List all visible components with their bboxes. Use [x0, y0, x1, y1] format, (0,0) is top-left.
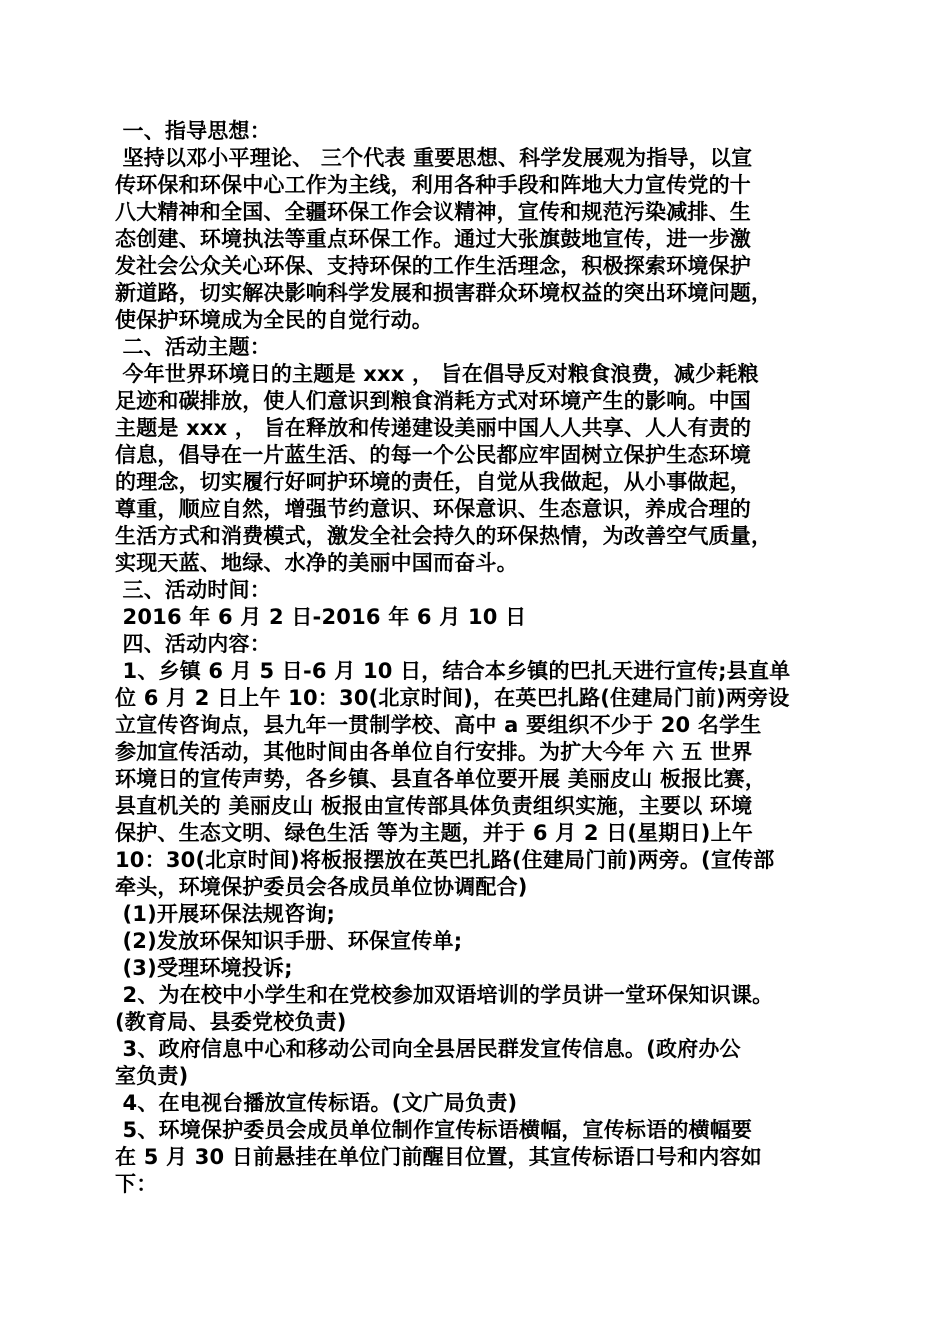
- paragraph-line: 实现天蓝、地绿、水净的美丽中国而奋斗。: [115, 551, 518, 575]
- paragraph-line: 八大精神和全国、全疆环保工作会议精神，宣传和规范污染减排、生: [115, 200, 751, 224]
- paragraph-line: 4、在电视台播放宣传标语。(文广局负责): [115, 1091, 518, 1115]
- paragraph-line: 使保护环境成为全民的自觉行动。: [115, 308, 433, 332]
- paragraph-line: 2、为在校中小学生和在党校参加双语培训的学员讲一堂环保知识课。: [115, 983, 774, 1007]
- paragraph-line: 传环保和环保中心工作为主线，利用各种手段和阵地大力宣传党的十: [115, 173, 751, 197]
- list-item: (2)发放环保知识手册、环保宣传单;: [115, 929, 463, 953]
- paragraph-line: 环境日的宣传声势，各乡镇、县直各单位要开展 美丽皮山 板报比赛，: [115, 767, 767, 791]
- paragraph-line: 5、环境保护委员会成员单位制作宣传标语横幅，宣传标语的横幅要: [115, 1118, 753, 1142]
- paragraph-line: 信息，倡导在一片蓝生活、的每一个公民都应牢固树立保护生态环境: [115, 443, 751, 467]
- section-heading-activity-time: 三、活动时间：: [115, 578, 271, 602]
- paragraph-line: 今年世界环境日的主题是 xxx ， 旨在倡导反对粮食浪费，减少耗粮: [115, 362, 759, 386]
- paragraph-line: 3、政府信息中心和移动公司向全县居民群发宣传信息。(政府办公: [115, 1037, 741, 1061]
- paragraph-line: 下：: [115, 1172, 158, 1196]
- paragraph-line: (教育局、县委党校负责): [115, 1010, 347, 1034]
- section-heading-guiding-ideology: 一、指导思想：: [115, 119, 271, 143]
- paragraph-line: 主题是 xxx ， 旨在释放和传递建设美丽中国人人共享、人人有责的: [115, 416, 752, 440]
- paragraph-line: 1、乡镇 6 月 5 日-6 月 10 日，结合本乡镇的巴扎天进行宣传;县直单: [115, 659, 791, 683]
- paragraph-line: 的理念，切实履行好呵护环境的责任，自觉从我做起，从小事做起，: [115, 470, 751, 494]
- paragraph-line: 足迹和碳排放，使人们意识到粮食消耗方式对环境产生的影响。中国: [115, 389, 751, 413]
- paragraph-line: 生活方式和消费模式，激发全社会持久的环保热情，为改善空气质量，: [115, 524, 773, 548]
- paragraph-line: 立宣传咨询点，县九年一贯制学校、高中 a 要组织不少于 20 名学生: [115, 713, 762, 737]
- paragraph-line: 县直机关的 美丽皮山 板报由宣传部具体负责组织实施，主要以 环境: [115, 794, 753, 818]
- document-body: [115, 118, 845, 1198]
- list-item: (1)开展环保法规咨询;: [115, 902, 336, 926]
- section-heading-activity-content: 四、活动内容：: [115, 632, 271, 656]
- paragraph-line: 新道路，切实解决影响科学发展和损害群众环境权益的突出环境问题，: [115, 281, 773, 305]
- list-item: (3)受理环境投诉;: [115, 956, 293, 980]
- activity-date-range: 2016 年 6 月 2 日-2016 年 6 月 10 日: [115, 605, 527, 629]
- section-heading-activity-theme: 二、活动主题：: [115, 335, 271, 359]
- paragraph-line: 态创建、环境执法等重点环保工作。通过大张旗鼓地宣传，进一步激: [115, 227, 751, 251]
- paragraph-line: 位 6 月 2 日上午 10：30(北京时间)，在英巴扎路(住建局门前)两旁设: [115, 686, 790, 710]
- paragraph-line: 参加宣传活动，其他时间由各单位自行安排。为扩大今年 六 五 世界: [115, 740, 753, 764]
- paragraph-line: 牵头，环境保护委员会各成员单位协调配合): [115, 875, 528, 899]
- paragraph-line: 室负责): [115, 1064, 189, 1088]
- paragraph-line: 在 5 月 30 日前悬挂在单位门前醒目位置，其宣传标语口号和内容如: [115, 1145, 762, 1169]
- paragraph-line: 10：30(北京时间)将板报摆放在英巴扎路(住建局门前)两旁。(宣传部: [115, 848, 775, 872]
- paragraph-line: 坚持以邓小平理论、 三个代表 重要思想、科学发展观为指导，以宣: [115, 146, 753, 170]
- paragraph-line: 保护、生态文明、绿色生活 等为主题，并于 6 月 2 日(星期日)上午: [115, 821, 753, 845]
- paragraph-line: 发社会公众关心环保、支持环保的工作生活理念，积极探索环境保护: [115, 254, 751, 278]
- paragraph-line: 尊重，顺应自然，增强节约意识、环保意识、生态意识，养成合理的: [115, 497, 751, 521]
